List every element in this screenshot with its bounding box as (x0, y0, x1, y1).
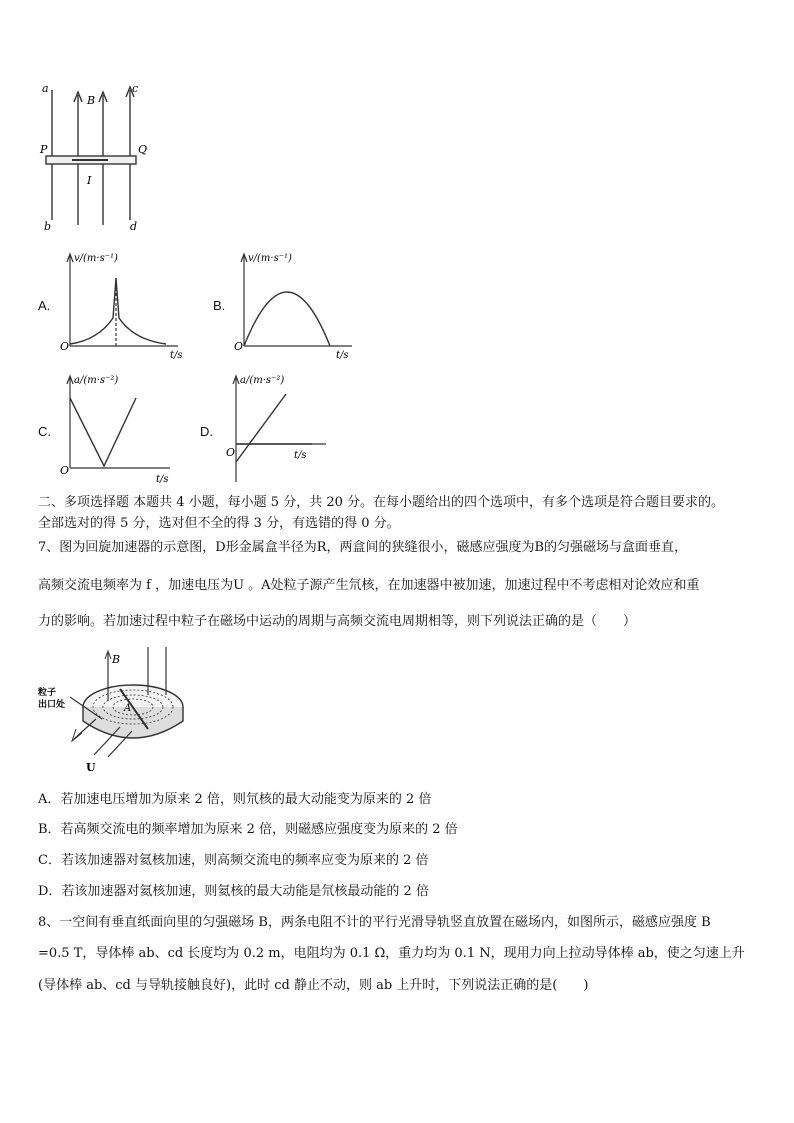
q7-option-C: C．若该加速器对氦核加速，则高频交流电的频率应变为原来的 2 倍 (38, 853, 429, 868)
q7-line1: 7、图为回旋加速器的示意图，D形金属盒半径为R，两盒间的狭缝很小，磁感应强度为B的匀强磁场与盒面垂直， (38, 540, 688, 555)
label-b: b (44, 220, 52, 233)
q8-line2: =0.5 T，导体棒 ab、cd 长度均为 0.2 m，电阻均为 0.1 Ω，重力均为 0.1 N，现用力向上拉动导体棒 ab，使之匀速上升 (38, 946, 745, 961)
cyclotron-exit-label-1: 粒子 (38, 688, 57, 698)
graph-B-origin: O (234, 340, 244, 353)
option-B-label: B. (213, 298, 226, 313)
q7-option-B: B．若高频交流电的频率增加为原来 2 倍，则磁感应强度变为原来的 2 倍 (38, 822, 458, 837)
label-Q: Q (138, 143, 148, 156)
graph-A-xlabel: t/s (170, 350, 183, 361)
q7-line3: 力的影响。若加速过程中粒子在磁场中运动的周期与高频交流电周期相等，则下列说法正确的是（ ） (38, 614, 637, 629)
section2-line1: 二、多项选择题 本题共 4 小题，每小题 5 分，共 20 分。在每小题给出的四个选项中，有多个选项是符合题目要求的。 (38, 495, 725, 510)
graph-C (58, 372, 178, 487)
graph-A-ylabel: v/(m·s⁻¹) (74, 253, 118, 264)
graph-D-xlabel: t/s (294, 450, 307, 461)
label-d: d (130, 220, 138, 233)
cyclotron-exit-label-2: 出口处 (38, 700, 66, 710)
label-a: a (42, 82, 49, 95)
cyclotron-label-B: B (112, 653, 121, 666)
graph-D-origin: O (226, 446, 236, 459)
graph-A (58, 248, 188, 363)
graph-B-ylabel: v/(m·s⁻¹) (248, 253, 292, 264)
q8-line3: (导体棒 ab、cd 与导轨接触良好)，此时 cd 静止不动，则 ab 上升时，下列说法正确的是( ) (38, 978, 589, 993)
graph-D-ylabel: a/(m·s⁻²) (240, 375, 285, 386)
label-P: P (40, 143, 48, 156)
rail-figure (38, 80, 168, 240)
graph-D (222, 372, 342, 487)
option-A-label: A. (38, 298, 51, 313)
option-D-label: D. (200, 424, 213, 439)
cyclotron-figure (38, 645, 198, 775)
cyclotron-label-A: A (124, 703, 132, 714)
option-C-label: C. (38, 424, 51, 439)
cyclotron-label-U: U (86, 761, 96, 774)
q7-option-A: A．若加速电压增加为原来 2 倍，则氘核的最大动能变为原来的 2 倍 (38, 792, 432, 807)
graph-A-origin: O (60, 340, 70, 353)
q8-line1: 8、一空间有垂直纸面向里的匀强磁场 B，两条电阻不计的平行光滑导轨竖直放置在磁场内，如图所示，磁感应强度 B (38, 915, 711, 930)
graph-B (232, 248, 362, 363)
label-c: c (132, 82, 139, 95)
section2-line2: 全部选对的得 5 分，选对但不全的得 3 分，有选错的得 0 分。 (38, 516, 400, 531)
label-I: I (87, 174, 92, 187)
label-B: B (87, 94, 96, 107)
graph-C-origin: O (60, 464, 70, 477)
graph-C-ylabel: a/(m·s⁻²) (74, 375, 119, 386)
graph-B-xlabel: t/s (336, 350, 349, 361)
q7-line2: 高频交流电频率为 f ，加速电压为U 。A处粒子源产生氘核，在加速器中被加速，加速过程中不考虑相对论效应和重 (38, 578, 700, 593)
q7-option-D: D．若该加速器对氦核加速，则氦核的最大动能是氘核最动能的 2 倍 (38, 884, 429, 899)
graph-C-xlabel: t/s (156, 474, 169, 485)
